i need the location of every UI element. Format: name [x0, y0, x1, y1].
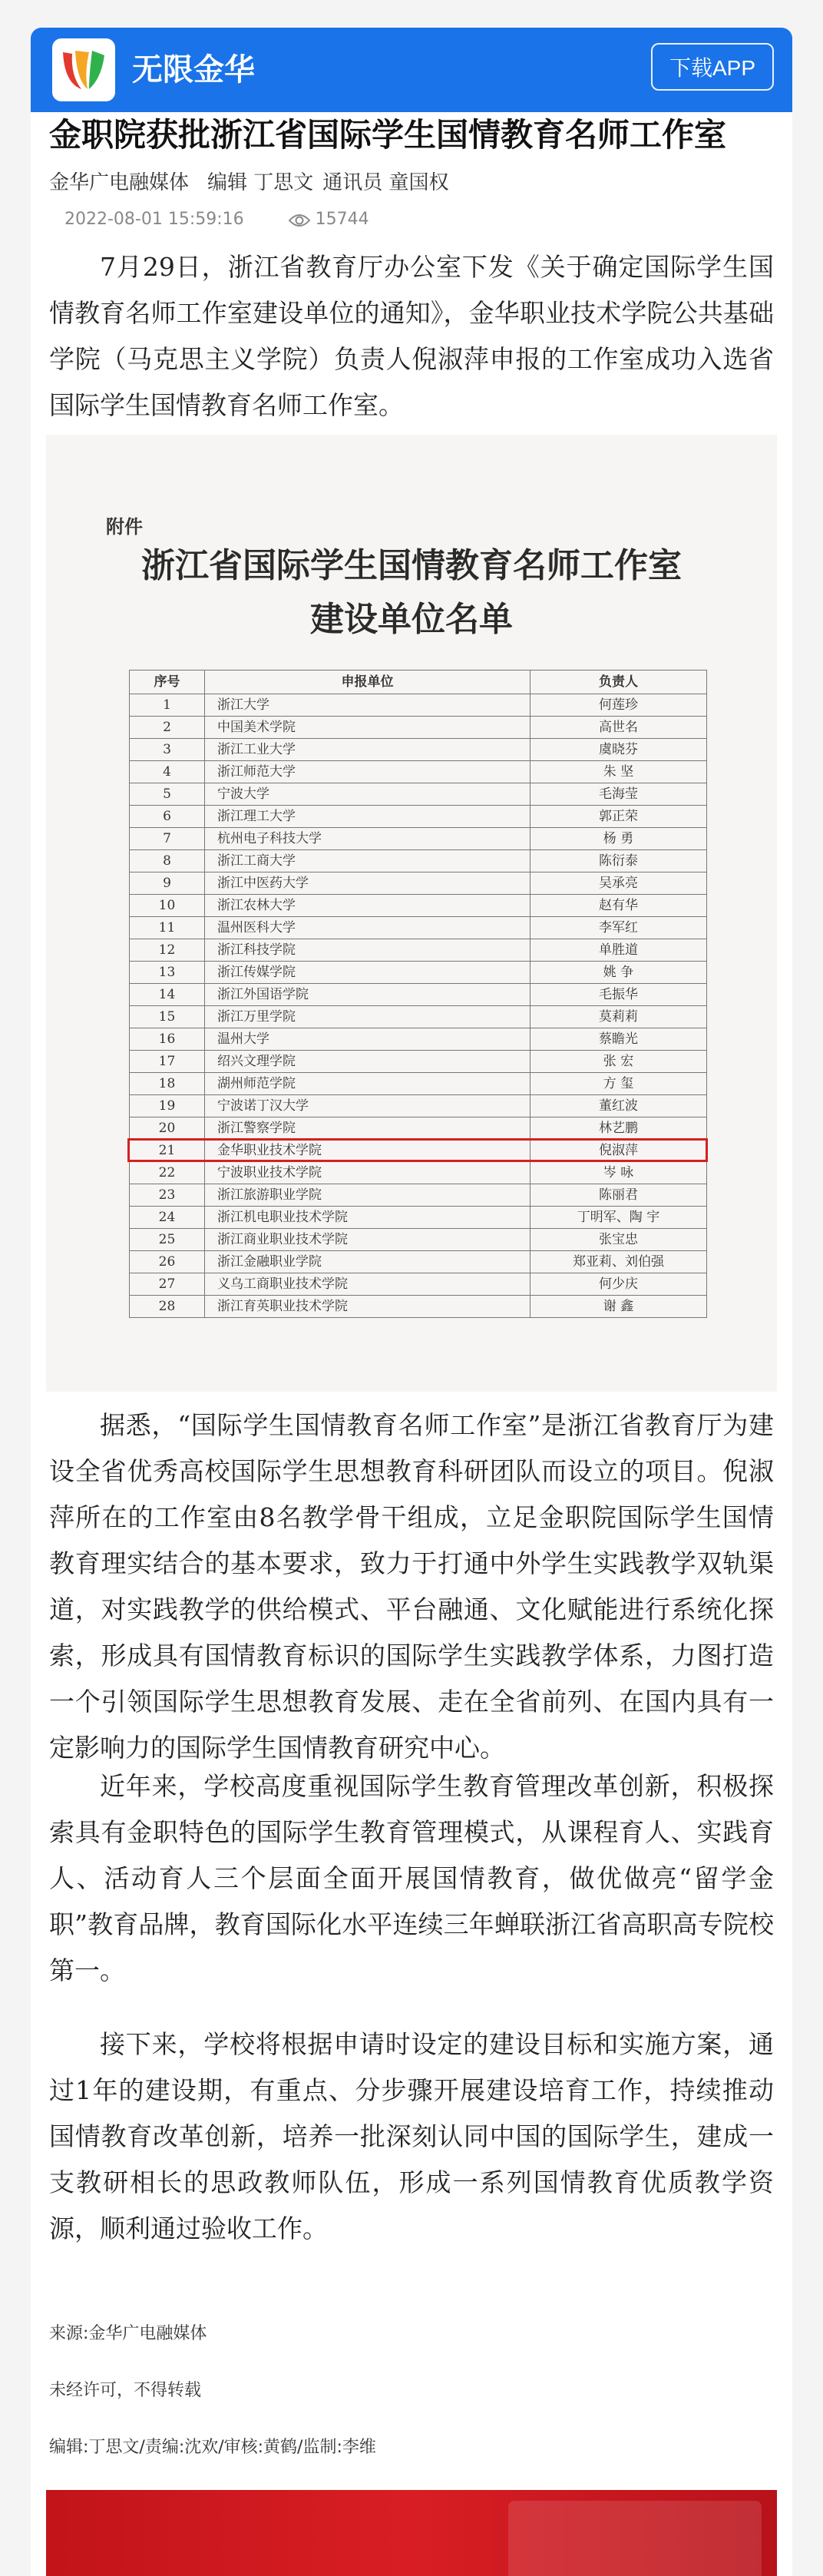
- table-row: [130, 1229, 707, 1251]
- cell-unit: 浙江金融职业学院: [205, 1251, 530, 1273]
- bottom-banner[interactable]: [46, 2490, 777, 2576]
- cell-leader: 张 宏: [530, 1051, 707, 1073]
- cell-leader: 朱 坚: [530, 761, 707, 783]
- cell-unit: 宁波大学: [205, 783, 530, 806]
- table-row: [130, 984, 707, 1006]
- cell-leader: 毛振华: [530, 984, 707, 1006]
- table-row: [130, 939, 707, 962]
- cell-leader: 毛海莹: [530, 783, 707, 806]
- cell-no: 27: [130, 1273, 205, 1296]
- table-row: [130, 1140, 707, 1162]
- notice-attachment-image[interactable]: [46, 435, 777, 1392]
- cell-no: 4: [130, 761, 205, 783]
- article-card: [31, 112, 792, 2576]
- cell-leader: 单胜道: [530, 939, 707, 962]
- view-count: [288, 210, 369, 229]
- table-row: [130, 1273, 707, 1296]
- cell-unit: 浙江外国语学院: [205, 984, 530, 1006]
- app-logo-icon[interactable]: [52, 38, 115, 101]
- cell-no: 16: [130, 1028, 205, 1051]
- table-row: [130, 1184, 707, 1207]
- cell-unit: 浙江警察学院: [205, 1117, 530, 1140]
- app-header: [31, 28, 792, 112]
- cell-leader: 虞晓芬: [530, 739, 707, 761]
- header-no: 序号: [130, 670, 205, 694]
- table-row: [130, 828, 707, 850]
- cell-no: 20: [130, 1117, 205, 1140]
- cell-unit: 浙江大学: [205, 694, 530, 717]
- cell-no: 26: [130, 1251, 205, 1273]
- cell-unit: 浙江万里学院: [205, 1006, 530, 1028]
- cell-no: 18: [130, 1073, 205, 1095]
- cell-leader: 谢 鑫: [530, 1296, 707, 1318]
- cell-no: 12: [130, 939, 205, 962]
- table-row: [130, 1095, 707, 1117]
- cell-leader: 何少庆: [530, 1273, 707, 1296]
- cell-no: 10: [130, 895, 205, 917]
- cell-unit: 浙江科技学院: [205, 939, 530, 962]
- footer-source: 来源:金华广电融媒体: [49, 2324, 207, 2343]
- cell-leader: 姚 争: [530, 962, 707, 984]
- cell-unit: 湖州师范学院: [205, 1073, 530, 1095]
- table-row: [130, 1296, 707, 1318]
- view-count-value: 15744: [315, 210, 369, 229]
- cell-no: 14: [130, 984, 205, 1006]
- cell-leader: 郭正荣: [530, 806, 707, 828]
- cell-leader: 李军红: [530, 917, 707, 939]
- eye-icon: [288, 212, 311, 229]
- cell-leader: 杨 勇: [530, 828, 707, 850]
- cell-leader: 丁明军、陶 宇: [530, 1207, 707, 1229]
- table-row: [130, 694, 707, 717]
- doc-annex-label: 附件: [106, 515, 143, 538]
- cell-leader: 蔡瞻光: [530, 1028, 707, 1051]
- cell-unit: 浙江工商大学: [205, 850, 530, 872]
- cell-leader: 陈丽君: [530, 1184, 707, 1207]
- cell-unit: 杭州电子科技大学: [205, 828, 530, 850]
- table-row: [130, 1207, 707, 1229]
- cell-no: 19: [130, 1095, 205, 1117]
- article-editor: 编辑 丁思文: [207, 171, 314, 194]
- cell-no: 25: [130, 1229, 205, 1251]
- cell-leader: 吴承亮: [530, 872, 707, 895]
- cell-unit: 浙江旅游职业学院: [205, 1184, 530, 1207]
- cell-no: 9: [130, 872, 205, 895]
- table-row: [130, 1251, 707, 1273]
- table-row: [130, 1117, 707, 1140]
- cell-leader: 陈衍泰: [530, 850, 707, 872]
- article-paragraph-4: 接下来，学校将根据申请时设定的建设目标和实施方案，通过1年的建设期，有重点、分步骤开展建设培育工作，持续推动国情教育改革创新，培养一批深刻认同中国的国际学生，建成一支教研相长的思政教师队伍，形成一系列国情教育优质教学资源，顺利通过验收工作。: [49, 2029, 774, 2243]
- header-unit: 申报单位: [205, 670, 530, 694]
- cell-leader: 岑 咏: [530, 1162, 707, 1184]
- table-row: [130, 850, 707, 872]
- cell-unit: 义乌工商职业技术学院: [205, 1273, 530, 1296]
- article-datetime: 2022-08-01 15:59:16: [64, 210, 244, 229]
- article-submeta: [64, 206, 369, 233]
- cell-unit: 温州医科大学: [205, 917, 530, 939]
- cell-unit: 浙江育英职业技术学院: [205, 1296, 530, 1318]
- unit-roster-table: [129, 670, 707, 1318]
- table-row: [130, 717, 707, 739]
- article-paragraph-2: 据悉，“国际学生国情教育名师工作室”是浙江省教育厅为建设全省优秀高校国际学生思想教育科研团队而设立的项目。倪淑萍所在的工作室由8名教学骨干组成，立足金职院国际学生国情教育理实结合的基本要求，致力于打通中外学生实践教学双轨渠道，对实践教学的供给模式、平台融通、文化赋能进行系统化探索，形成具有国情教育标识的国际学生实践教学体系，力图打造一个引领国际学生思想教育发展、走在全省前列、在国内具有一定影响力的国际学生国情教育研究中心。: [49, 1410, 774, 1763]
- cell-unit: 宁波职业技术学院: [205, 1162, 530, 1184]
- cell-no: 22: [130, 1162, 205, 1184]
- cell-leader: 赵有华: [530, 895, 707, 917]
- table-row: [130, 1051, 707, 1073]
- table-row: [130, 895, 707, 917]
- article-source: 金华广电融媒体: [49, 171, 190, 194]
- cell-unit: 浙江中医药大学: [205, 872, 530, 895]
- cell-no: 24: [130, 1207, 205, 1229]
- table-row: [130, 1162, 707, 1184]
- table-row: [130, 1073, 707, 1095]
- banner-panel: [508, 2501, 762, 2576]
- cell-no: 17: [130, 1051, 205, 1073]
- table-row: [130, 783, 707, 806]
- table-header-row: [130, 670, 707, 694]
- footer-copyright: 未经许可，不得转载: [49, 2381, 202, 2400]
- cell-no: 7: [130, 828, 205, 850]
- cell-unit: 浙江商业职业技术学院: [205, 1229, 530, 1251]
- article-paragraph-3: 近年来，学校高度重视国际学生教育管理改革创新，积极探索具有金职特色的国际学生教育管理模式，从课程育人、实践育人、活动育人三个层面全面开展国情教育，做优做亮“留学金职”教育品牌，教育国际化水平连续三年蝉联浙江省高职高专院校第一。: [49, 1771, 774, 1985]
- table-row: [130, 739, 707, 761]
- cell-leader: 方 玺: [530, 1073, 707, 1095]
- cell-no: 11: [130, 917, 205, 939]
- table-row: [130, 806, 707, 828]
- cell-leader: 董红波: [530, 1095, 707, 1117]
- footer-credits: 编辑:丁思文/责编:沈欢/审核:黄鹤/监制:李维: [49, 2438, 376, 2457]
- cell-no: 1: [130, 694, 205, 717]
- cell-unit: 宁波诺丁汉大学: [205, 1095, 530, 1117]
- table-row: [130, 917, 707, 939]
- cell-unit: 浙江师范大学: [205, 761, 530, 783]
- cell-unit: 金华职业技术学院: [205, 1140, 530, 1162]
- cell-unit: 温州大学: [205, 1028, 530, 1051]
- table-row: [130, 872, 707, 895]
- cell-leader: 张宝忠: [530, 1229, 707, 1251]
- cell-leader: 高世名: [530, 717, 707, 739]
- cell-no: 2: [130, 717, 205, 739]
- cell-leader: 倪淑萍: [530, 1140, 707, 1162]
- table-row: [130, 1006, 707, 1028]
- doc-title-line2: 建设单位名单: [310, 600, 513, 639]
- cell-no: 21: [130, 1140, 205, 1162]
- article-correspondent: 通讯员 童国权: [322, 171, 449, 194]
- cell-no: 3: [130, 739, 205, 761]
- cell-unit: 浙江传媒学院: [205, 962, 530, 984]
- article-title: 金职院获批浙江省国际学生国情教育名师工作室: [49, 116, 727, 154]
- table-row: [130, 1028, 707, 1051]
- cell-unit: 浙江农林大学: [205, 895, 530, 917]
- cell-unit: 浙江理工大学: [205, 806, 530, 828]
- cell-leader: 郑亚莉、刘伯强: [530, 1251, 707, 1273]
- app-name: 无限金华: [132, 52, 255, 88]
- cell-no: 15: [130, 1006, 205, 1028]
- article-paragraph-1: 7月29日，浙江省教育厅办公室下发《关于确定国际学生国情教育名师工作室建设单位的通知》，金华职业技术学院公共基础学院（马克思主义学院）负责人倪淑萍申报的工作室成功入选省国际学生国情教育名师工作室。: [49, 252, 774, 420]
- cell-no: 5: [130, 783, 205, 806]
- cell-no: 13: [130, 962, 205, 984]
- cell-no: 28: [130, 1296, 205, 1318]
- cell-leader: 莫莉莉: [530, 1006, 707, 1028]
- cell-no: 8: [130, 850, 205, 872]
- cell-unit: 浙江机电职业技术学院: [205, 1207, 530, 1229]
- cell-leader: 林艺鹏: [530, 1117, 707, 1140]
- table-row: [130, 962, 707, 984]
- cell-leader: 何莲珍: [530, 694, 707, 717]
- download-app-button[interactable]: 下载APP: [651, 43, 774, 91]
- cell-unit: 浙江工业大学: [205, 739, 530, 761]
- cell-unit: 绍兴文理学院: [205, 1051, 530, 1073]
- cell-no: 23: [130, 1184, 205, 1207]
- table-row: [130, 761, 707, 783]
- header-leader: 负责人: [530, 670, 707, 694]
- article-meta: [49, 167, 468, 198]
- doc-title-line1: 浙江省国际学生国情教育名师工作室: [141, 546, 682, 585]
- cell-unit: 中国美术学院: [205, 717, 530, 739]
- cell-no: 6: [130, 806, 205, 828]
